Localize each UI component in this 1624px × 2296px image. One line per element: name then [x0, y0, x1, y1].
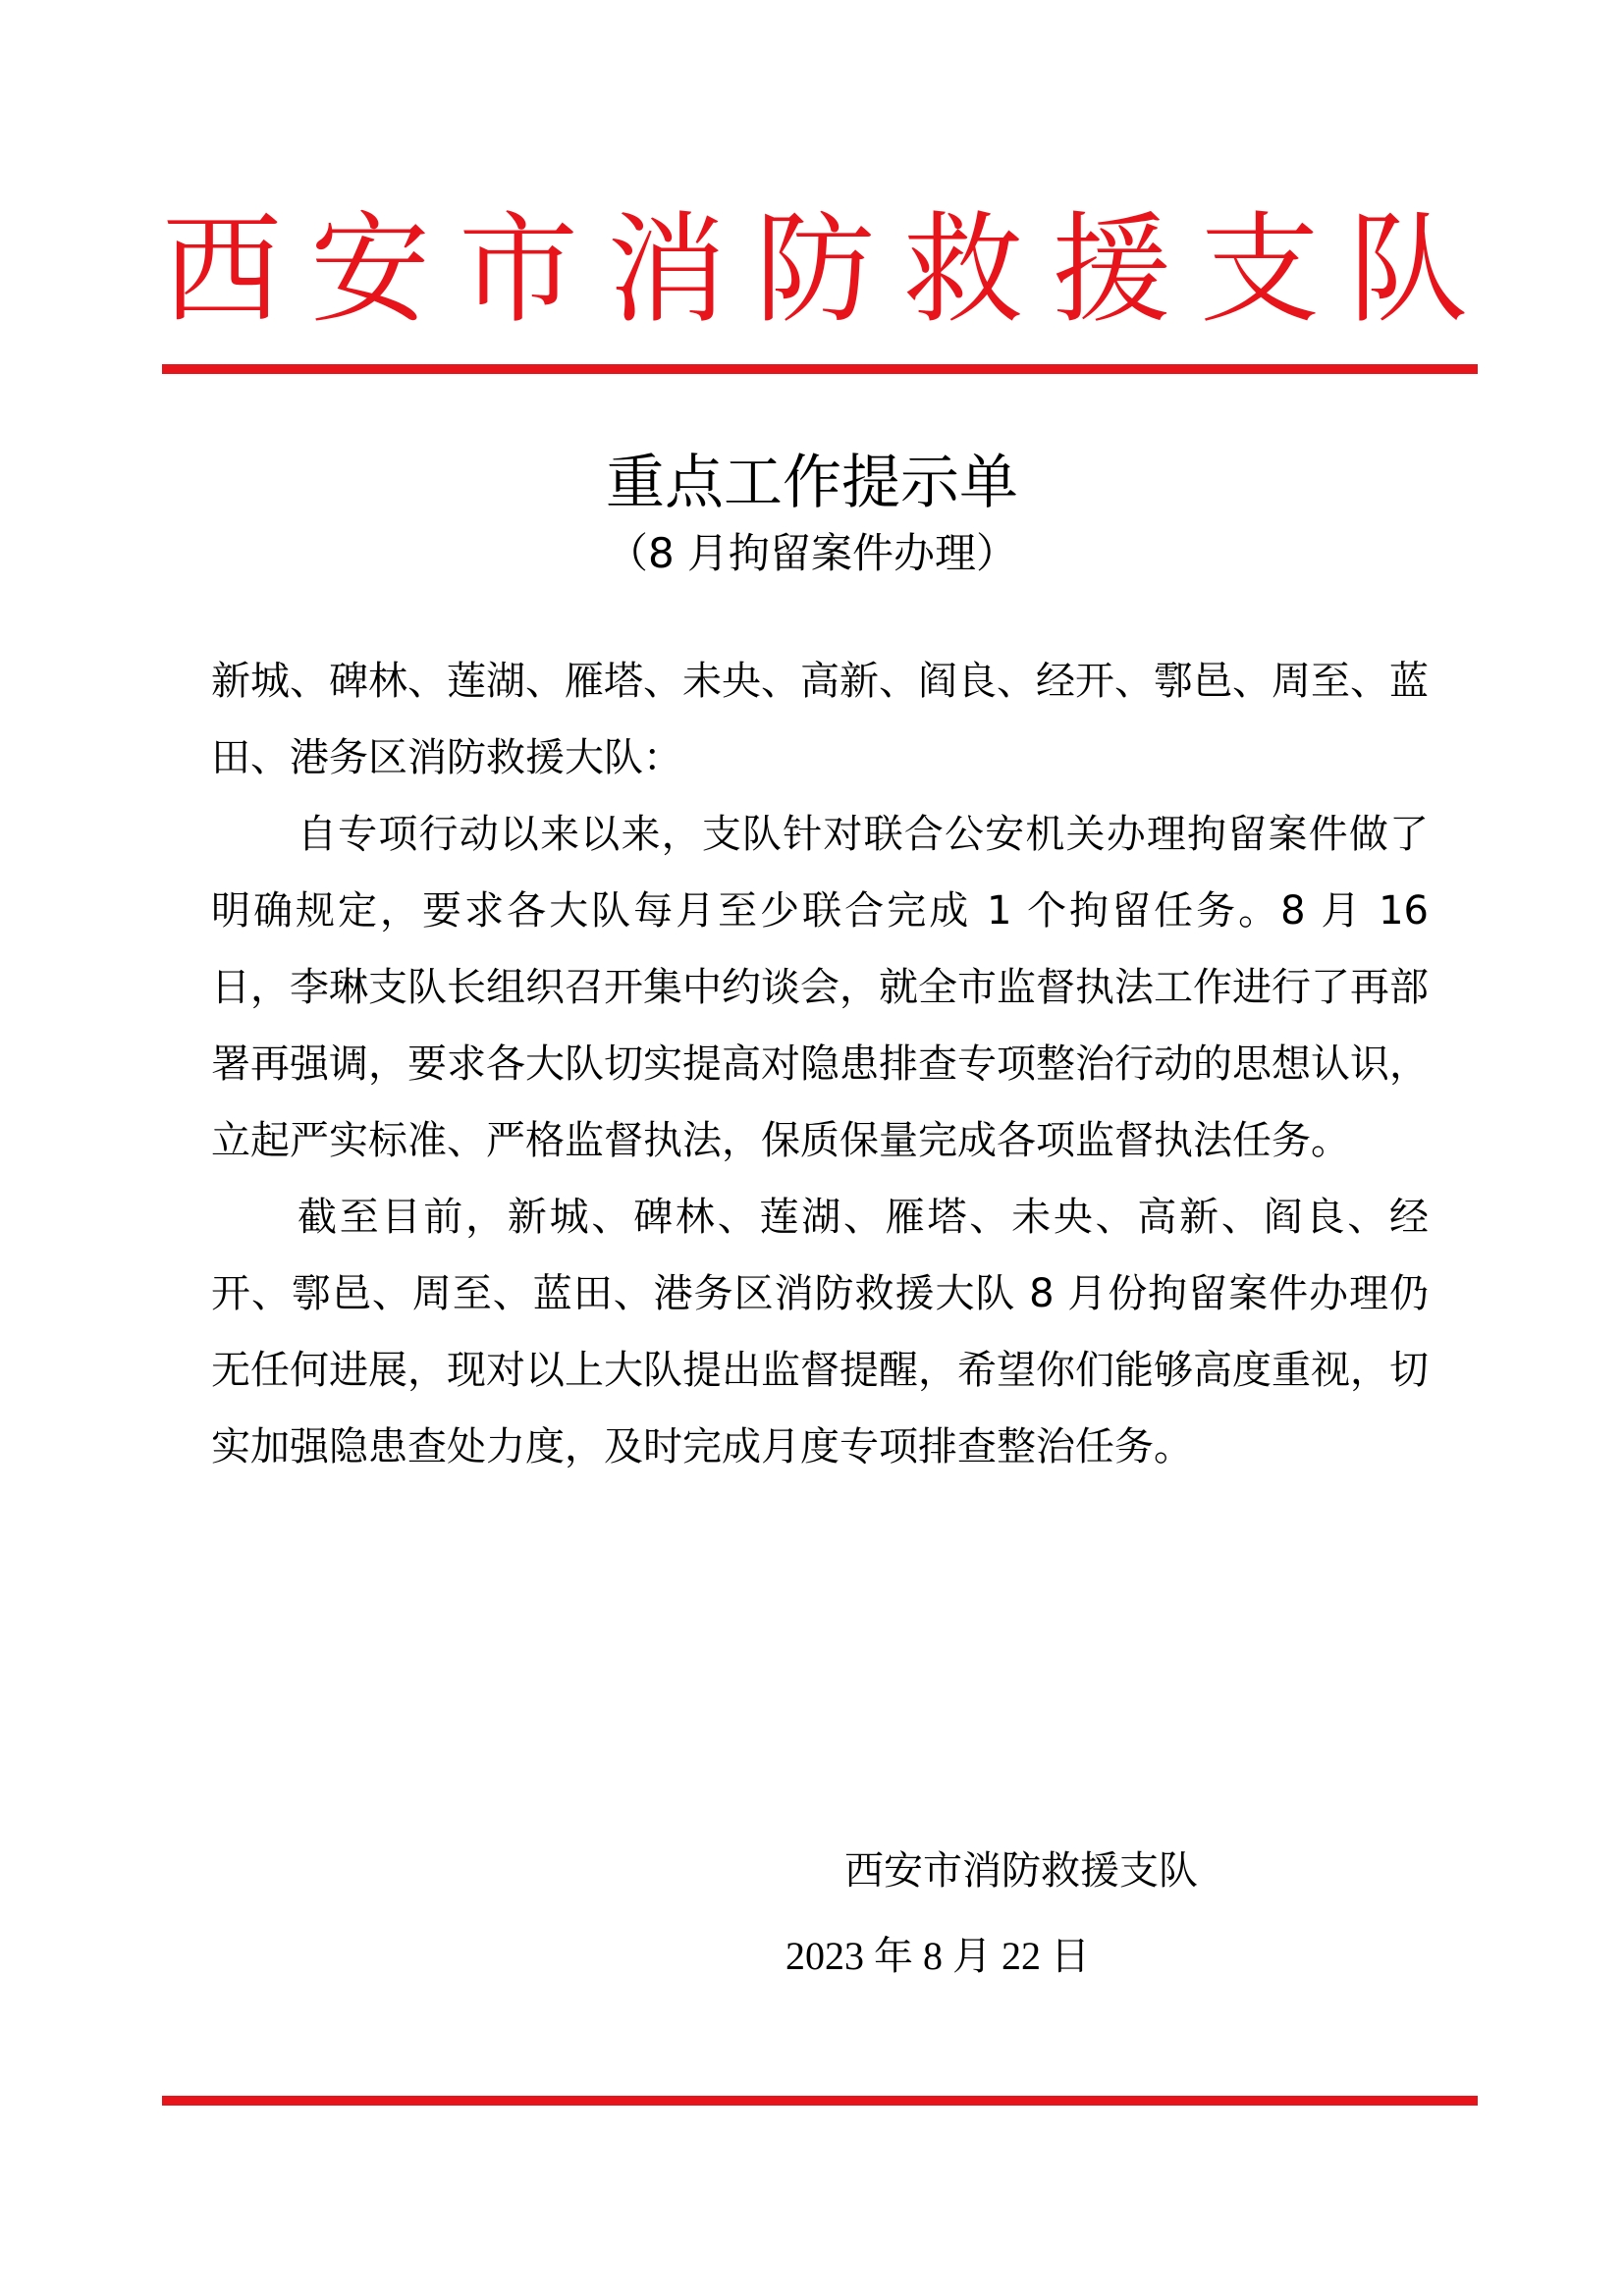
- body-paragraph: 自专项行动以来以来，支队针对联合公安机关办理拘留案件做了明确规定，要求各大队每月至少联合完成 1 个拘留任务。8 月 16 日，李琳支队长组织召开集中约谈会，就全市监督执法工作进行了再部署再强调，要求各大队切实提高对隐患排查专项整治行动的思想认识，立起严实标准、严格监督执法，保质保量完成各项监督执法任务。: [211, 812, 1429, 1163]
- signature-date: 2023 年 8 月 22 日: [785, 1934, 1090, 1978]
- letterhead-char: 消: [607, 200, 727, 340]
- document-title: 重点工作提示单: [606, 449, 1018, 517]
- document-body: [211, 643, 1429, 1485]
- letterhead-char: 援: [1052, 200, 1171, 340]
- top-red-divider: [162, 364, 1478, 374]
- letterhead-char: 安: [310, 200, 430, 340]
- letterhead-char: 防: [755, 200, 875, 340]
- signature-organization: 西安市消防救援支队: [844, 1848, 1198, 1894]
- letterhead-char: 支: [1200, 200, 1320, 340]
- recipients-line: 新城、碑林、莲湖、雁塔、未央、高新、阎良、经开、鄠邑、周至、蓝田、港务区消防救援大队：: [211, 659, 1429, 780]
- letterhead-char: 市: [459, 200, 578, 340]
- letterhead-char: 救: [903, 200, 1023, 340]
- document-subtitle: （8 月拘留案件办理）: [606, 529, 1018, 577]
- letterhead-title: [162, 196, 1468, 344]
- body-paragraph: 截至目前，新城、碑林、莲湖、雁塔、未央、高新、阎良、经开、鄠邑、周至、蓝田、港务区消防救援大队 8 月份拘留案件办理仍无任何进展，现对以上大队提出监督提醒，希望你们能够高度重视，切实加强隐患查处力度，及时完成月度专项排查整治任务。: [211, 1195, 1429, 1469]
- bottom-red-divider: [162, 2096, 1478, 2106]
- letterhead-char: 西: [162, 200, 282, 340]
- letterhead-char: 队: [1348, 200, 1468, 340]
